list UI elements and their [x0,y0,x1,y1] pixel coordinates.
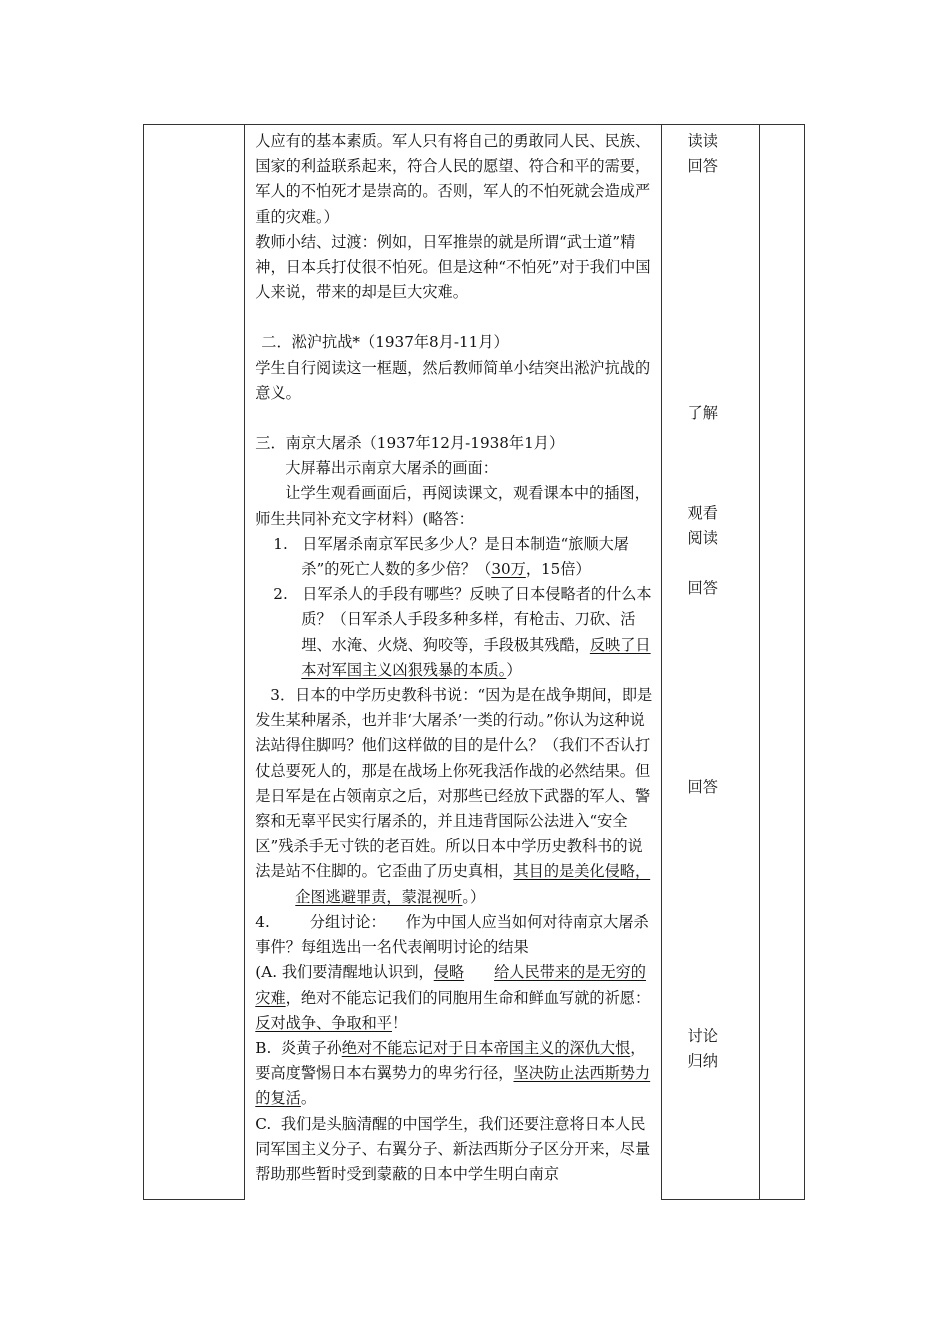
note-understand: 了解 [687,404,718,422]
question-4: 4. 分组讨论： 作为中国人应当如何对待南京大屠杀事件？每组选出一名代表阐明讨论的结果 [255,912,649,957]
question-1-answer: 30万 [491,560,526,579]
note-discuss: 讨论 [687,1027,718,1045]
question-3: 3．日本的中学历史教科书说：“因为是在战争期间，即是发生某种屠杀，也并非‘大屠杀’一类的行动。”你认为这种说法站得住脚吗？他们这样做的目的是什么？（我们不否认打仗总要死人的，那是在战场上你死我活作战的必然结果。但是日军是在占领南京之后，对那些已经放下武器的军人、警察和无辜平民实行屠杀的，并且违背国际公法进入“安全区”残杀手无寸铁的老百姓。所以日本中学历史教科书的说法是站不住脚的。它歪曲了历史真相，其目的是美化侵略，企图逃避罪责，蒙混视听。） [255,686,653,906]
paragraph-songhu-reading: 学生自行阅读这一框题，然后教师简单小结突出淞沪抗战的意义。 [255,358,651,402]
note-reading: 阅读 [687,529,718,547]
paragraph-screen-display: 大屏幕出示南京大屠杀的画面： [285,459,498,478]
student-activity-column [661,125,759,1200]
question-1-number: 1. [273,534,288,553]
question-3-answer-a: 其目的是美化侵略， [513,862,651,881]
empty-right-column [759,125,804,1200]
heading-songhu-battle: 二．淞沪抗战*（1937年8月-11月） [261,333,509,352]
paragraph-student-viewing: 让学生观看画面后，再阅读课文，观看课本中的插图，师生共同补充文字材料）(略答： [255,484,650,528]
question-2: 2. 日军杀人的手段有哪些？反映了日本侵略者的什么本质？（日军杀人手段多种多样，有枪击、刀砍、活埋、水淹、火烧、狗咬等，手段极其残酷，反映了日本对军国主义凶狠残暴的本质。） [273,585,652,679]
paragraph-soldier-quality: 人应有的基本素质。军人只有将自己的勇敢同人民、民族、国家的利益联系起来，符合人民的愿望、符合和平的需要，军人的不怕死才是崇高的。否则，军人的不怕死就会造成严重的灾难。） [255,132,651,226]
empty-left-column [144,125,245,1200]
teaching-content-column [245,125,661,1200]
note-read: 读读 [687,132,718,150]
question-4-number: 4. [255,912,270,931]
answer-a: (A. 我们要清醒地认识到，侵略 给人民带来的是无穷的灾难，绝对不能忘记我们的同胞用生命和鲜血写就的祈愿：反对战争、争取和平！ [255,963,651,1032]
note-answer-1: 回答 [687,157,718,175]
lesson-table [143,124,805,1200]
answer-b: B. 炎黄子孙绝对不能忘记对于日本帝国主义的深仇大恨，要高度警惕日本右翼势力的卑劣行径，坚决防止法西斯势力的复活。 [255,1038,651,1108]
heading-nanjing-massacre: 三．南京大屠杀（1937年12月-1938年1月） [255,434,565,453]
note-answer-3: 回答 [687,778,718,796]
note-summarize: 归纳 [687,1052,718,1070]
note-watch: 观看 [687,504,718,522]
note-answer-2: 回答 [687,579,718,597]
answer-c: C. 我们是头脑清醒的中国学生，我们还要注意将日本人民同军国主义分子、右翼分子、新法西斯分子区分开来，尽量帮助那些暂时受到蒙蔽的日本中学生明白南京 [255,1114,651,1183]
question-2-answer: 反映了日本对军国主义凶狠残暴的本质。 [301,635,651,679]
question-3-answer-b: 企图逃避罪责，蒙混视听 [295,887,463,906]
paragraph-teacher-summary: 教师小结、过渡：例如，日军推崇的就是所谓“武士道”精神，日本兵打仗很不怕死。但是这种“不怕死”对于我们中国人来说，带来的却是巨大灾难。 [255,232,651,302]
question-2-number: 2. [273,585,288,604]
question-1: 1. 日军屠杀南京军民多少人？是日本制造“旅顺大屠杀”的死亡人数的多少倍？（30万，15倍） [273,534,629,579]
